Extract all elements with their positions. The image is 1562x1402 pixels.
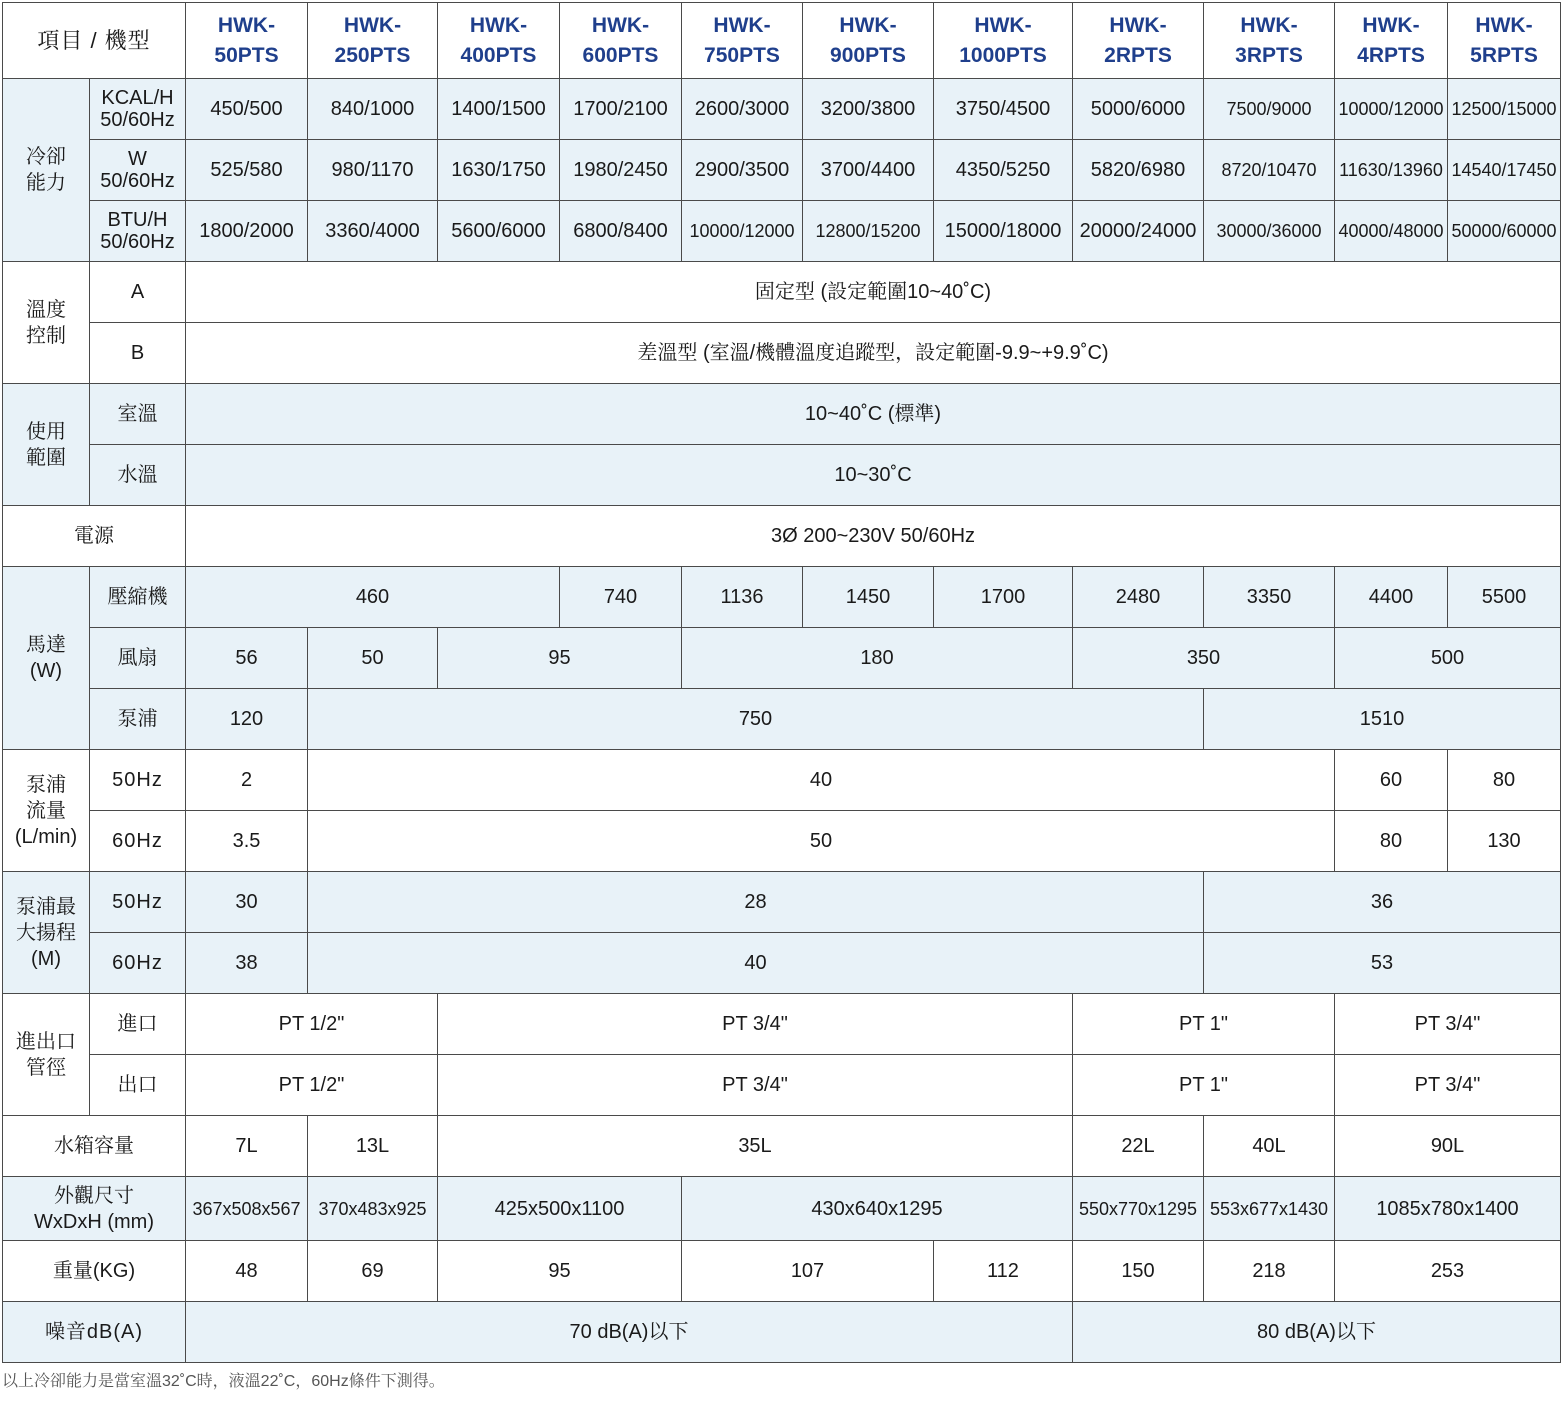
weight-label: 重量(KG) (3, 1241, 186, 1302)
cell: 50 (308, 811, 1335, 872)
cell: 253 (1335, 1241, 1561, 1302)
model-header: HWK- 750PTS (682, 3, 803, 79)
cell: 112 (934, 1241, 1073, 1302)
cell: 1980/2450 (560, 140, 682, 201)
temp-control-label: 溫度 控制 (3, 262, 90, 384)
cell: 5500 (1448, 567, 1561, 628)
cell: PT 3/4" (438, 1055, 1073, 1116)
cell: 1700/2100 (560, 79, 682, 140)
cell: 3750/4500 (934, 79, 1073, 140)
cell: 218 (1204, 1241, 1335, 1302)
model-header: HWK- 400PTS (438, 3, 560, 79)
cell: 107 (682, 1241, 934, 1302)
flow-50hz-label: 50Hz (90, 750, 186, 811)
power-value: 3Ø 200~230V 50/60Hz (186, 506, 1561, 567)
cell: 2900/3500 (682, 140, 803, 201)
cell: 2480 (1073, 567, 1204, 628)
cell: 38 (186, 933, 308, 994)
cell: 11630/13960 (1335, 140, 1448, 201)
model-header: HWK- 3RPTS (1204, 3, 1335, 79)
cell: 350 (1073, 628, 1335, 689)
cell: 1630/1750 (438, 140, 560, 201)
cell: 10000/12000 (1335, 79, 1448, 140)
cooling-unit-label: BTU/H 50/60Hz (90, 201, 186, 262)
cell: 1400/1500 (438, 79, 560, 140)
temp-control-row-a (3, 262, 1561, 323)
cell: 7L (186, 1116, 308, 1177)
cell: 740 (560, 567, 682, 628)
cell: 40 (308, 933, 1204, 994)
cell: 30000/36000 (1204, 201, 1335, 262)
cell: 48 (186, 1241, 308, 1302)
power-row (3, 506, 1561, 567)
usage-water-value: 10~30˚C (186, 445, 1561, 506)
cell: 1510 (1204, 689, 1561, 750)
cell: 1136 (682, 567, 803, 628)
cell: 80 (1335, 811, 1448, 872)
cell: 50000/60000 (1448, 201, 1561, 262)
usage-room-label: 室溫 (90, 384, 186, 445)
cell: 3350 (1204, 567, 1335, 628)
cell: 5000/6000 (1073, 79, 1204, 140)
model-header: HWK- 4RPTS (1335, 3, 1448, 79)
cell: 80 (1448, 750, 1561, 811)
spec-table (2, 2, 1561, 1363)
noise-row (3, 1302, 1561, 1363)
cell: 12800/15200 (803, 201, 934, 262)
cell: PT 1/2" (186, 1055, 438, 1116)
tank-label: 水箱容量 (3, 1116, 186, 1177)
cell: 28 (308, 872, 1204, 933)
cell: 425x500x1100 (438, 1177, 682, 1241)
pipe-label: 進出口 管徑 (3, 994, 90, 1116)
model-header: HWK- 900PTS (803, 3, 934, 79)
model-header: HWK- 50PTS (186, 3, 308, 79)
cell: 5600/6000 (438, 201, 560, 262)
pump-label: 泵浦 (90, 689, 186, 750)
motor-row-compressor (3, 567, 1561, 628)
cell: 50 (308, 628, 438, 689)
cooling-row-btu (3, 201, 1561, 262)
flow-row-50hz (3, 750, 1561, 811)
cell: 1800/2000 (186, 201, 308, 262)
usage-water-label: 水溫 (90, 445, 186, 506)
model-header: HWK- 600PTS (560, 3, 682, 79)
cell: 550x770x1295 (1073, 1177, 1204, 1241)
pipe-row-in (3, 994, 1561, 1055)
cell: 95 (438, 1241, 682, 1302)
power-label: 電源 (3, 506, 186, 567)
cell: 2 (186, 750, 308, 811)
cell: 2600/3000 (682, 79, 803, 140)
cell: 40L (1204, 1116, 1335, 1177)
temp-control-b-value: 差溫型 (室溫/機體溫度追蹤型，設定範圍-9.9~+9.9˚C) (186, 323, 1561, 384)
cell: 460 (186, 567, 560, 628)
cell: 35L (438, 1116, 1073, 1177)
model-header: HWK- 250PTS (308, 3, 438, 79)
cell: 4400 (1335, 567, 1448, 628)
cell: PT 1" (1073, 1055, 1335, 1116)
header-corner: 項目 / 機型 (3, 3, 186, 79)
cell: 980/1170 (308, 140, 438, 201)
cell: 53 (1204, 933, 1561, 994)
temp-control-row-b (3, 323, 1561, 384)
usage-row-room (3, 384, 1561, 445)
cell: 40 (308, 750, 1335, 811)
cell: 20000/24000 (1073, 201, 1204, 262)
cell: 13L (308, 1116, 438, 1177)
head-60hz-label: 60Hz (90, 933, 186, 994)
cooling-row-w (3, 140, 1561, 201)
cell: 7500/9000 (1204, 79, 1335, 140)
flow-60hz-label: 60Hz (90, 811, 186, 872)
cell: PT 3/4" (1335, 994, 1561, 1055)
cell: 553x677x1430 (1204, 1177, 1335, 1241)
model-header: HWK- 5RPTS (1448, 3, 1561, 79)
usage-room-value: 10~40˚C (標準) (186, 384, 1561, 445)
head-row-50hz (3, 872, 1561, 933)
temp-control-a-label: A (90, 262, 186, 323)
pipe-row-out (3, 1055, 1561, 1116)
cell: 150 (1073, 1241, 1204, 1302)
usage-range-label: 使用 範圍 (3, 384, 90, 506)
cell: 130 (1448, 811, 1561, 872)
cooling-group-label: 冷卻 能力 (3, 79, 90, 262)
cell: 60 (1335, 750, 1448, 811)
cell: 3360/4000 (308, 201, 438, 262)
compressor-label: 壓縮機 (90, 567, 186, 628)
cell: 370x483x925 (308, 1177, 438, 1241)
model-header: HWK- 1000PTS (934, 3, 1073, 79)
cell: 6800/8400 (560, 201, 682, 262)
temp-control-a-value: 固定型 (設定範圍10~40˚C) (186, 262, 1561, 323)
size-label: 外觀尺寸 WxDxH (mm) (3, 1177, 186, 1241)
cell: 10000/12000 (682, 201, 803, 262)
noise-label: 噪音dB(A) (3, 1302, 186, 1363)
cell: 36 (1204, 872, 1561, 933)
motor-label: 馬達 (W) (3, 567, 90, 750)
cooling-unit-label: W 50/60Hz (90, 140, 186, 201)
cooling-row-kcal (3, 79, 1561, 140)
head-label: 泵浦最 大揚程 (M) (3, 872, 90, 994)
cell: 450/500 (186, 79, 308, 140)
pipe-out-label: 出口 (90, 1055, 186, 1116)
cooling-unit-label: KCAL/H 50/60Hz (90, 79, 186, 140)
weight-row (3, 1241, 1561, 1302)
tank-row (3, 1116, 1561, 1177)
cell: 90L (1335, 1116, 1561, 1177)
header-row (3, 3, 1561, 79)
cell: PT 3/4" (1335, 1055, 1561, 1116)
cell: 840/1000 (308, 79, 438, 140)
cell: 56 (186, 628, 308, 689)
cell: 367x508x567 (186, 1177, 308, 1241)
cell: 69 (308, 1241, 438, 1302)
fan-label: 風扇 (90, 628, 186, 689)
cell: 525/580 (186, 140, 308, 201)
motor-row-fan (3, 628, 1561, 689)
cell: 95 (438, 628, 682, 689)
footnote: 以上冷卻能力是當室溫32˚C時，液溫22˚C，60Hz條件下測得。 (2, 1373, 445, 1390)
model-header: HWK- 2RPTS (1073, 3, 1204, 79)
cell: 750 (308, 689, 1204, 750)
usage-row-water (3, 445, 1561, 506)
pipe-in-label: 進口 (90, 994, 186, 1055)
flow-label: 泵浦 流量 (L/min) (3, 750, 90, 872)
cell: 1085x780x1400 (1335, 1177, 1561, 1241)
cell: 3.5 (186, 811, 308, 872)
cell: 14540/17450 (1448, 140, 1561, 201)
flow-row-60hz (3, 811, 1561, 872)
cell: 1450 (803, 567, 934, 628)
cell: 3200/3800 (803, 79, 934, 140)
cell: 5820/6980 (1073, 140, 1204, 201)
cell: 12500/15000 (1448, 79, 1561, 140)
cell: 70 dB(A)以下 (186, 1302, 1073, 1363)
cell: 15000/18000 (934, 201, 1073, 262)
cell: PT 3/4" (438, 994, 1073, 1055)
cell: 80 dB(A)以下 (1073, 1302, 1561, 1363)
motor-row-pump (3, 689, 1561, 750)
temp-control-b-label: B (90, 323, 186, 384)
cell: 4350/5250 (934, 140, 1073, 201)
head-50hz-label: 50Hz (90, 872, 186, 933)
cell: 1700 (934, 567, 1073, 628)
cell: 120 (186, 689, 308, 750)
size-row (3, 1177, 1561, 1241)
cell: 180 (682, 628, 1073, 689)
cell: 430x640x1295 (682, 1177, 1073, 1241)
cell: 40000/48000 (1335, 201, 1448, 262)
cell: PT 1/2" (186, 994, 438, 1055)
cell: 3700/4400 (803, 140, 934, 201)
cell: 22L (1073, 1116, 1204, 1177)
cell: 8720/10470 (1204, 140, 1335, 201)
cell: 500 (1335, 628, 1561, 689)
cell: PT 1" (1073, 994, 1335, 1055)
head-row-60hz (3, 933, 1561, 994)
cell: 30 (186, 872, 308, 933)
